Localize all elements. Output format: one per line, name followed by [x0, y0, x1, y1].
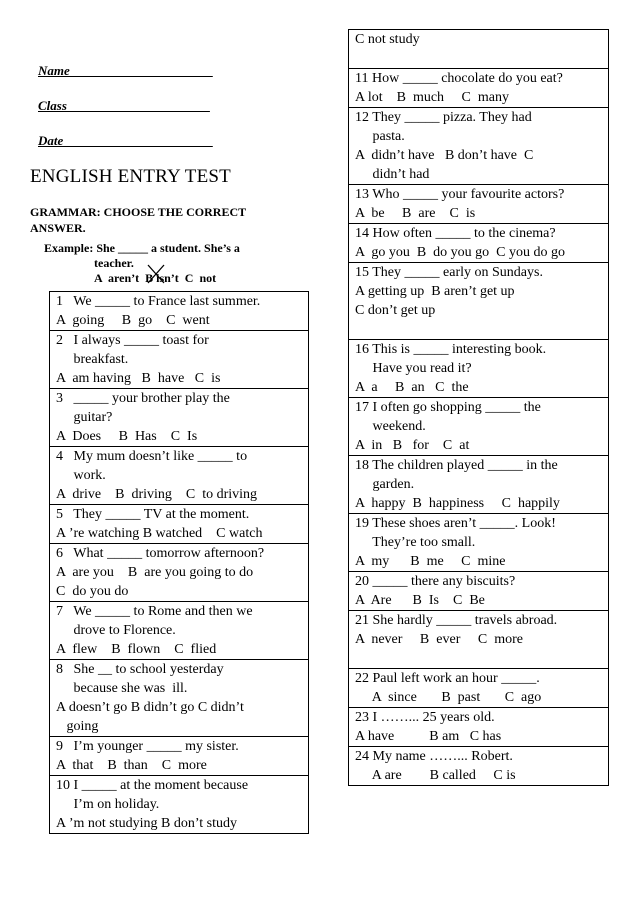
question-text: 19 These shoes aren’t _____. Look!	[355, 516, 556, 531]
question-line: A going B go C went	[56, 313, 210, 328]
right-question-row	[349, 514, 609, 572]
question-cell	[349, 708, 609, 747]
question-text: 9 I’m younger _____ my sister.	[56, 739, 239, 754]
left-question-row	[50, 776, 309, 834]
question-cell	[349, 398, 609, 456]
question-cell	[50, 776, 309, 834]
right-question-row	[349, 611, 609, 669]
question-cell	[50, 602, 309, 660]
right-question-row	[349, 185, 609, 224]
right-question-row	[349, 456, 609, 514]
answer-cross-mark	[146, 263, 166, 285]
question-cell	[349, 30, 609, 69]
question-text: 7 We _____ to Rome and then we	[56, 604, 253, 619]
right-question-row	[349, 572, 609, 611]
question-text: 1 We _____ to France last summer.	[56, 294, 261, 309]
question-line: because she was ill.	[56, 681, 188, 696]
question-line: going	[56, 719, 99, 734]
question-line: They’re too small.	[355, 535, 476, 550]
question-cell	[349, 69, 609, 108]
question-line: C don’t get up	[355, 303, 436, 318]
question-line: A am having B have C is	[56, 371, 221, 386]
question-line: A drive B driving C to driving	[56, 487, 258, 502]
question-text: 17 I often go shopping _____ the	[355, 400, 541, 415]
question-cell	[50, 737, 309, 776]
question-line	[355, 49, 602, 68]
question-line: A getting up B aren’t get up	[355, 284, 515, 299]
right-question-row	[349, 708, 609, 747]
question-line: A didn’t have B don’t have C	[355, 148, 534, 163]
question-line: weekend.	[355, 419, 426, 434]
question-text: 22 Paul left work an hour _____.	[355, 671, 540, 686]
question-line: A never B ever C more	[355, 632, 523, 647]
question-cell	[349, 456, 609, 514]
question-text: 3 _____ your brother play the	[56, 391, 230, 406]
right-question-row	[349, 224, 609, 263]
left-question-row	[50, 331, 309, 389]
date-field: Date_______________________	[38, 133, 213, 148]
left-question-row	[50, 389, 309, 447]
question-line: A ’re watching B watched C watch	[56, 526, 263, 541]
question-line: A Does B Has C Is	[56, 429, 198, 444]
name-field: Name______________________	[38, 63, 213, 78]
question-line: A have B am C has	[355, 729, 502, 744]
question-line: work.	[56, 468, 106, 483]
question-text: 15 They _____ early on Sundays.	[355, 265, 543, 280]
question-cell	[50, 505, 309, 544]
example-line-2: teacher.	[94, 256, 134, 270]
question-line: C do you do	[56, 584, 129, 599]
question-line: A lot B much C many	[355, 90, 509, 105]
question-line: breakfast.	[56, 352, 129, 367]
question-line: A be B are C is	[355, 206, 476, 221]
question-text: 21 She hardly _____ travels abroad.	[355, 613, 558, 628]
question-cell	[50, 292, 309, 331]
question-cell	[349, 669, 609, 708]
question-line: pasta.	[355, 129, 405, 144]
class-field: Class______________________	[38, 98, 210, 113]
left-question-row	[50, 737, 309, 776]
question-cell	[50, 660, 309, 737]
question-line	[355, 649, 602, 668]
question-line: guitar?	[56, 410, 113, 425]
question-cell	[50, 447, 309, 505]
question-line: Have you read it?	[355, 361, 472, 376]
grammar-instruction: GRAMMAR: CHOOSE THE CORRECT ANSWER.	[30, 205, 246, 235]
question-line: A Are B Is C Be	[355, 593, 485, 608]
question-line: I’m on holiday.	[56, 797, 160, 812]
right-question-row	[349, 108, 609, 185]
question-text: 6 What _____ tomorrow afternoon?	[56, 546, 265, 561]
question-text: 18 The children played _____ in the	[355, 458, 558, 473]
right-question-row	[349, 398, 609, 456]
question-cell	[349, 611, 609, 669]
question-cell	[349, 747, 609, 786]
questions-table-left	[49, 291, 309, 834]
test-title: ENGLISH ENTRY TEST	[30, 166, 231, 187]
question-line: A flew B flown C flied	[56, 642, 217, 657]
right-question-row	[349, 340, 609, 398]
question-text: 14 How often _____ to the cinema?	[355, 226, 556, 241]
example-line-1: Example: She _____ a student. She’s a	[44, 241, 240, 255]
right-question-row	[349, 669, 609, 708]
question-text: C not study	[355, 32, 420, 47]
question-line: A that B than C more	[56, 758, 207, 773]
question-line: A ’m not studying B don’t study	[56, 816, 237, 831]
example-line-3: A aren’t B isn’t C not	[94, 271, 217, 285]
question-cell	[349, 340, 609, 398]
right-question-row	[349, 263, 609, 340]
left-question-row	[50, 602, 309, 660]
question-text: 2 I always _____ toast for	[56, 333, 209, 348]
question-text: 8 She __ to school yesterday	[56, 662, 224, 677]
questions-table-right	[348, 29, 609, 786]
question-cell	[50, 389, 309, 447]
question-cell	[349, 108, 609, 185]
question-cell	[349, 263, 609, 340]
question-line: A happy B happiness C happily	[355, 496, 560, 511]
question-text: 20 _____ there any biscuits?	[355, 574, 516, 589]
question-text: 16 This is _____ interesting book.	[355, 342, 547, 357]
right-question-row	[349, 69, 609, 108]
left-question-row	[50, 292, 309, 331]
question-text: 10 I _____ at the moment because	[56, 778, 249, 793]
question-line: A are you B are you going to do	[56, 565, 254, 580]
question-line: A are B called C is	[355, 768, 516, 783]
question-cell	[349, 514, 609, 572]
question-cell	[50, 544, 309, 602]
question-text: 4 My mum doesn’t like _____ to	[56, 449, 248, 464]
left-question-row	[50, 544, 309, 602]
question-cell	[349, 224, 609, 263]
question-text: 13 Who _____ your favourite actors?	[355, 187, 565, 202]
question-text: 12 They _____ pizza. They had	[355, 110, 532, 125]
question-line: A doesn’t go B didn’t go C didn’t	[56, 700, 244, 715]
right-question-row	[349, 30, 609, 69]
question-line: A since B past C ago	[355, 690, 542, 705]
left-question-row	[50, 447, 309, 505]
question-cell	[349, 185, 609, 224]
question-line: A in B for C at	[355, 438, 470, 453]
question-line: A go you B do you go C you do go	[355, 245, 566, 260]
question-line	[355, 320, 602, 339]
question-line: garden.	[355, 477, 415, 492]
right-question-row	[349, 747, 609, 786]
question-text: 23 I ……... 25 years old.	[355, 710, 495, 725]
question-line: A a B an C the	[355, 380, 469, 395]
question-text: 11 How _____ chocolate do you eat?	[355, 71, 563, 86]
left-question-row	[50, 660, 309, 737]
question-line: didn’t had	[355, 167, 430, 182]
question-cell	[50, 331, 309, 389]
question-text: 5 They _____ TV at the moment.	[56, 507, 250, 522]
question-line: A my B me C mine	[355, 554, 506, 569]
question-text: 24 My name ……... Robert.	[355, 749, 513, 764]
question-line: drove to Florence.	[56, 623, 176, 638]
left-question-row	[50, 505, 309, 544]
question-cell	[349, 572, 609, 611]
